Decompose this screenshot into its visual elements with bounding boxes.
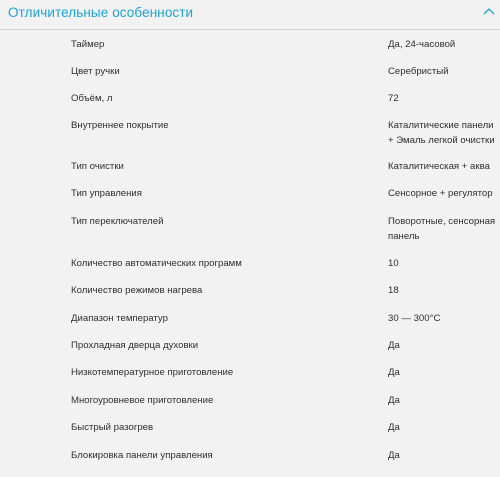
spec-value: Да [388, 340, 400, 351]
spec-label: Цвет ручки [71, 66, 120, 77]
spec-label: Объём, л [71, 93, 113, 104]
spec-label: Многоуровневое приготовление [71, 395, 214, 406]
spec-label: Прохладная дверца духовки [71, 340, 199, 351]
spec-value: Да, 24-часовой [388, 39, 456, 50]
spec-label: Количество режимов нагрева [71, 285, 203, 296]
spec-label: Тип управления [71, 188, 142, 199]
spec-label: Тип переключателей [71, 216, 164, 227]
spec-value: 30 — 300°C [388, 313, 441, 324]
spec-label: Диапазон температур [71, 313, 168, 324]
spec-label: Быстрый разогрев [71, 422, 154, 433]
spec-label: Внутреннее покрытие [71, 120, 169, 131]
spec-value: Да [388, 422, 400, 433]
spec-value: Сенсорное + регулятор [388, 188, 493, 199]
spec-value: Серебристый [388, 66, 449, 77]
spec-value: 18 [388, 285, 399, 296]
spec-value: 72 [388, 93, 399, 104]
section-title: Отличительные особенности [8, 5, 194, 20]
spec-value: Каталитические панели + Эмаль легкой очистки [388, 120, 495, 146]
spec-value: Поворотные, сенсорная панель [388, 216, 496, 242]
spec-label: Блокировка панели управления [71, 450, 213, 461]
spec-value: Да [388, 395, 400, 406]
spec-label: Количество автоматических программ [71, 258, 242, 269]
spec-label: Тип очистки [71, 161, 124, 172]
spec-value: 10 [388, 258, 399, 269]
spec-value: Да [388, 367, 400, 378]
spec-value: Каталитическая + аква [388, 161, 490, 172]
spec-label: Низкотемпературное приготовление [71, 367, 234, 378]
spec-label: Таймер [71, 39, 105, 50]
spec-value: Да [388, 450, 400, 461]
chevron-up-icon[interactable] [482, 6, 496, 18]
section-header[interactable] [0, 0, 500, 30]
